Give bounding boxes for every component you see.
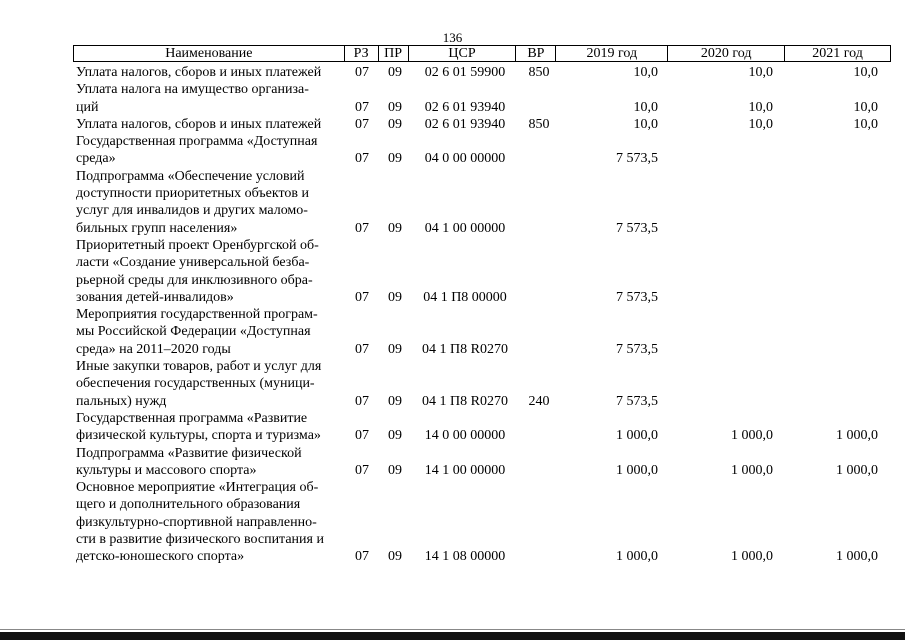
- row-name-line: Государственная программа «Развитие: [76, 410, 308, 426]
- cell-y2021: 1 000,0: [836, 462, 878, 478]
- cell-rz: 07: [355, 151, 369, 167]
- row-name-line: Иные закупки товаров, работ и услуг для: [76, 359, 322, 375]
- cell-y2020: 1 000,0: [731, 462, 773, 478]
- row-name-line: сти в развитие физического воспитания и: [76, 532, 324, 548]
- row-name-line: бильных групп населения»: [76, 220, 238, 236]
- cell-y2019: 7 573,5: [616, 341, 658, 357]
- row-name-line: обеспечения государственных (муници-: [76, 376, 315, 392]
- cell-y2020: 1 000,0: [731, 428, 773, 444]
- row-name-line: мы Российской Федерации «Доступная: [76, 324, 311, 340]
- header-rz: РЗ: [344, 46, 378, 62]
- row-name: [76, 64, 344, 81]
- cell-rz: 07: [355, 99, 369, 115]
- row-name-line: физкультурно-спортивной направленно-: [76, 514, 317, 530]
- cell-y2019: 10,0: [633, 65, 658, 80]
- header-2021: 2021 год: [785, 46, 891, 62]
- row-name-line: Подпрограмма «Развитие физической: [76, 445, 302, 461]
- row-name: [76, 81, 344, 116]
- cell-pr: 09: [388, 549, 402, 565]
- cell-y2019: 1 000,0: [616, 462, 658, 478]
- table-row: [76, 358, 891, 410]
- row-name-line: Основное мероприятие «Интеграция об-: [76, 480, 319, 496]
- cell-y2021: 10,0: [853, 65, 878, 80]
- cell-y2019: 1 000,0: [616, 428, 658, 444]
- row-name: [76, 479, 344, 565]
- row-name: [76, 237, 344, 306]
- header-csr: ЦСР: [408, 46, 516, 62]
- table-row: [76, 410, 891, 445]
- table-row: [76, 445, 891, 480]
- cell-vr: 850: [528, 65, 550, 80]
- header-2020: 2020 год: [668, 46, 785, 62]
- row-name-line: Приоритетный проект Оренбургской об-: [76, 237, 319, 253]
- row-name-line: Государственная программа «Доступная: [76, 134, 318, 150]
- row-name: [76, 445, 344, 480]
- cell-y2021: 10,0: [853, 99, 878, 115]
- cell-y2019: 7 573,5: [616, 220, 658, 236]
- header-name: Наименование: [74, 46, 345, 62]
- cell-csr: 14 1 08 00000: [424, 549, 506, 565]
- cell-csr: 02 6 01 59900: [424, 65, 506, 80]
- cell-rz: 07: [355, 549, 369, 565]
- table-row: [76, 64, 891, 81]
- cell-csr: 02 6 01 93940: [424, 116, 506, 132]
- cell-y2019: 10,0: [633, 116, 658, 132]
- cell-pr: 09: [388, 99, 402, 115]
- cell-rz: 07: [355, 393, 369, 409]
- row-name: [76, 133, 344, 168]
- page-number: 136: [442, 30, 463, 45]
- cell-y2019: 7 573,5: [616, 289, 658, 305]
- divider: [0, 629, 905, 630]
- cell-pr: 09: [388, 393, 402, 409]
- row-name-line: ций: [76, 99, 99, 115]
- cell-csr: 04 0 00 00000: [424, 151, 506, 167]
- row-name-line: Уплата налогов, сборов и иных платежей: [76, 65, 322, 80]
- table-row: [76, 306, 891, 358]
- cell-pr: 09: [388, 341, 402, 357]
- row-name-line: Подпрограмма «Обеспечение условий: [76, 168, 305, 184]
- row-name-line: рьерной среды для инклюзивного обра-: [76, 272, 313, 288]
- cell-y2021: 1 000,0: [836, 428, 878, 444]
- row-name-line: услуг для инвалидов и других маломо-: [76, 203, 308, 219]
- cell-csr: 04 1 П8 00000: [423, 289, 507, 305]
- cell-rz: 07: [355, 116, 369, 132]
- row-name: [76, 306, 344, 358]
- table-row: [76, 168, 891, 237]
- cell-pr: 09: [388, 289, 402, 305]
- header-vr: ВР: [516, 46, 556, 62]
- row-name-line: Мероприятия государственной програм-: [76, 307, 318, 323]
- row-name: [76, 168, 344, 237]
- row-name: [76, 358, 344, 410]
- cell-y2019: 7 573,5: [616, 151, 658, 167]
- row-name-line: культуры и массового спорта»: [76, 462, 257, 478]
- row-name-line: пальных) нужд: [76, 393, 167, 409]
- cell-y2021: 10,0: [853, 116, 878, 132]
- cell-y2019: 10,0: [633, 99, 658, 115]
- cell-pr: 09: [388, 116, 402, 132]
- cell-vr: 850: [528, 116, 550, 132]
- row-name-line: доступности приоритетных объектов и: [76, 186, 309, 202]
- table-body: [76, 64, 891, 566]
- cell-csr: 04 1 00 00000: [424, 220, 506, 236]
- cell-y2020: 10,0: [748, 65, 773, 80]
- row-name-line: щего и дополнительного образования: [76, 497, 301, 513]
- row-name-line: зования детей-инвалидов»: [76, 289, 234, 305]
- cell-pr: 09: [388, 220, 402, 236]
- cell-rz: 07: [355, 428, 369, 444]
- cell-y2019: 7 573,5: [616, 393, 658, 409]
- cell-csr: 02 6 01 93940: [424, 99, 506, 115]
- row-name-line: среда» на 2011–2020 годы: [76, 341, 231, 357]
- header-pr: ПР: [378, 46, 408, 62]
- row-name-line: среда»: [76, 151, 116, 167]
- header-2019: 2019 год: [556, 46, 668, 62]
- cell-rz: 07: [355, 462, 369, 478]
- cell-y2021: 1 000,0: [836, 549, 878, 565]
- cell-pr: 09: [388, 462, 402, 478]
- cell-csr: 04 1 П8 R0270: [422, 341, 508, 357]
- cell-rz: 07: [355, 341, 369, 357]
- table-row: [76, 237, 891, 306]
- cell-csr: 14 1 00 00000: [424, 462, 506, 478]
- cell-y2019: 1 000,0: [616, 549, 658, 565]
- cell-vr: 240: [528, 393, 550, 409]
- table-row: [76, 116, 891, 133]
- table-header: [73, 45, 891, 62]
- row-name: [76, 410, 344, 445]
- cell-y2020: 1 000,0: [731, 549, 773, 565]
- cell-pr: 09: [388, 428, 402, 444]
- cell-rz: 07: [355, 65, 369, 80]
- cell-y2020: 10,0: [748, 99, 773, 115]
- row-name-line: Уплата налога на имущество организа-: [76, 82, 309, 98]
- bottom-edge: [0, 632, 905, 640]
- row-name-line: ласти «Создание универсальной безба-: [76, 255, 310, 271]
- row-name-line: физической культуры, спорта и туризма»: [76, 428, 321, 444]
- cell-rz: 07: [355, 220, 369, 236]
- cell-csr: 04 1 П8 R0270: [422, 393, 508, 409]
- cell-pr: 09: [388, 65, 402, 80]
- table-row: [76, 133, 891, 168]
- table-row: [76, 479, 891, 565]
- cell-csr: 14 0 00 00000: [424, 428, 506, 444]
- cell-y2020: 10,0: [748, 116, 773, 132]
- row-name: [76, 116, 344, 133]
- row-name-line: Уплата налогов, сборов и иных платежей: [76, 116, 322, 132]
- cell-pr: 09: [388, 151, 402, 167]
- row-name-line: детско-юношеского спорта»: [76, 549, 245, 565]
- cell-rz: 07: [355, 289, 369, 305]
- table-row: [76, 81, 891, 116]
